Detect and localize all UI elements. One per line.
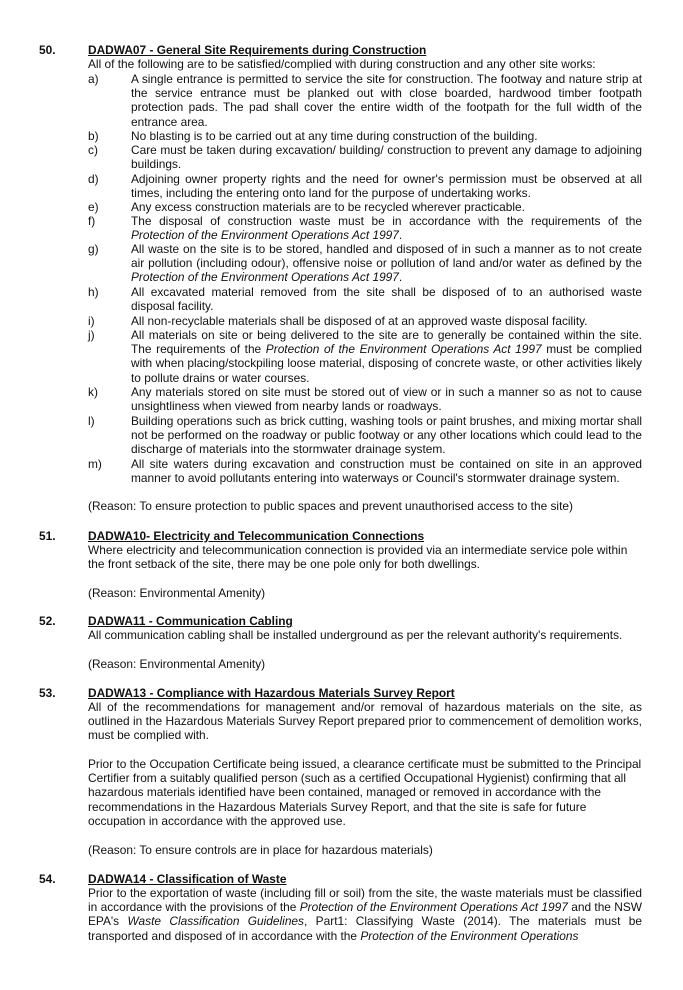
condition-body: All communication cabling shall be installed underground as per the relevant authority's requirements.: [88, 628, 623, 642]
list-item-text: Any materials stored on site must be stored out of view or in such a manner so as not to cause unsightliness when viewed from nearby lands or roadways.: [131, 385, 642, 414]
list-item-label: h): [88, 285, 99, 299]
condition-body: Where electricity and telecommunication connection is provided via an intermediate service pole within the front setback of the site, there may be one pole only for both dwellings.: [88, 543, 628, 572]
condition-intro: All of the following are to be satisfied/complied with during construction and any other site works:: [88, 57, 596, 71]
condition-reason: (Reason: To ensure protection to public spaces and prevent unauthorised access to the site): [88, 499, 573, 513]
condition-body: All of the recommendations for management and/or removal of hazardous materials on the site, as outlined in the Hazardous Materials Survey Report prepared prior to commencement of demolition works, must be complied with.: [88, 700, 642, 743]
condition-body-2: Prior to the Occupation Certificate being issued, a clearance certificate must be submitted to the Principal Certifier from a suitably qualified person (such as a certified Occupational Hygienist) confirming that all hazardous materials identified have been contained, managed or removed in accordance with the recommendations in the Hazardous Materials Survey Report, and that the site is safe for future occupation in accordance with the approved use.: [88, 757, 642, 828]
condition-title: DADWA14 - Classification of Waste: [88, 872, 287, 886]
list-item-label: b): [88, 129, 99, 143]
condition-number: 50.: [39, 43, 56, 57]
guideline-name: Waste Classification Guidelines: [127, 914, 304, 929]
list-item-label: a): [88, 72, 99, 86]
act-name: Protection of the Environment Operations Act 1997: [299, 900, 568, 915]
condition-title: DADWA07 - General Site Requirements during Construction: [88, 43, 427, 57]
condition-reason: (Reason: Environmental Amenity): [88, 586, 266, 600]
list-item-text: All non-recyclable materials shall be disposed of at an approved waste disposal facility.: [131, 314, 588, 328]
list-item-text: Any excess construction materials are to be recycled wherever practicable.: [131, 200, 525, 214]
condition-body: Prior to the exportation of waste (including fill or soil) from the site, the waste materials must be classified in accordance with the provisions of the Protection of the Environment Operations Act 1997 and the NSW EPA's Waste Classification Guidelines, Part1: Classifying Waste (2014). The materials must be transported and disposed of in accordance with the Protection of the Environment Operations: [88, 886, 642, 943]
list-item-text: A single entrance is permitted to service the site for construction. The footway and nature strip at the service entrance must be planked out with close boarded, hardwood timber footpath protection pads. The pad shall cover the entire width of the footpath for the full width of the entrance area.: [131, 72, 642, 129]
list-item-label: j): [88, 328, 95, 342]
condition-title: DADWA11 - Communication Cabling: [88, 614, 293, 628]
act-name: Protection of the Environment Operations Act 1997: [131, 228, 399, 243]
condition-title: DADWA13 - Compliance with Hazardous Materials Survey Report: [88, 686, 455, 700]
condition-number: 54.: [39, 872, 56, 886]
list-item-text: All site waters during excavation and construction must be contained on site in an approved manner to avoid pollutants entering into waterways or Council's stormwater drainage system.: [131, 457, 642, 486]
list-item-text: All excavated material removed from the site shall be disposed of to an authorised waste disposal facility.: [131, 285, 642, 314]
list-item-label: e): [88, 200, 99, 214]
act-name: Protection of the Environment Operations Act 1997: [131, 270, 399, 285]
list-item-label: i): [88, 314, 95, 328]
condition-reason: (Reason: To ensure controls are in place for hazardous materials): [88, 843, 433, 857]
act-name: Protection of the Environment Operations: [360, 928, 579, 943]
list-item-label: m): [88, 457, 102, 471]
list-item-label: g): [88, 242, 99, 256]
list-item-text: The disposal of construction waste must be in accordance with the requirements of the Protection of the Environment Operations Act 1997.: [131, 214, 642, 243]
list-item-text: Care must be taken during excavation/ building/ construction to prevent any damage to adjoining buildings.: [131, 143, 642, 172]
list-item-label: f): [88, 214, 96, 228]
list-item-label: c): [88, 143, 98, 157]
list-item-text: Adjoining owner property rights and the need for owner's permission must be observed at all times, including the entering onto land for the purpose of undertaking works.: [131, 172, 642, 201]
condition-number: 51.: [39, 529, 56, 543]
list-item-text: Building operations such as brick cutting, washing tools or paint brushes, and mixing mortar shall not be performed on the roadway or public footway or any other locations which could lead to the discharge of materials into the stormwater drainage system.: [131, 414, 642, 457]
list-item-text: All materials on site or being delivered to the site are to generally be contained within the site. The requirements of the Protection of the Environment Operations Act 1997 must be complied with when placing/stockpiling loose material, disposing of concrete waste, or other activities likely to pollute drains or water courses.: [131, 328, 642, 385]
condition-number: 52.: [39, 614, 56, 628]
list-item-label: k): [88, 385, 98, 399]
act-name: Protection of the Environment Operations Act 1997: [265, 342, 542, 357]
condition-number: 53.: [39, 686, 56, 700]
condition-title: DADWA10- Electricity and Telecommunication Connections: [88, 529, 425, 543]
list-item-label: d): [88, 172, 99, 186]
condition-reason: (Reason: Environmental Amenity): [88, 657, 266, 671]
list-item-text: All waste on the site is to be stored, handled and disposed of in such a manner as to not create air pollution (including odour), offensive noise or pollution of land and/or water as defined by the Protection of the Environment Operations Act 1997.: [131, 242, 642, 285]
list-item-text: No blasting is to be carried out at any time during construction of the building.: [131, 129, 538, 143]
list-item-label: l): [88, 414, 95, 428]
